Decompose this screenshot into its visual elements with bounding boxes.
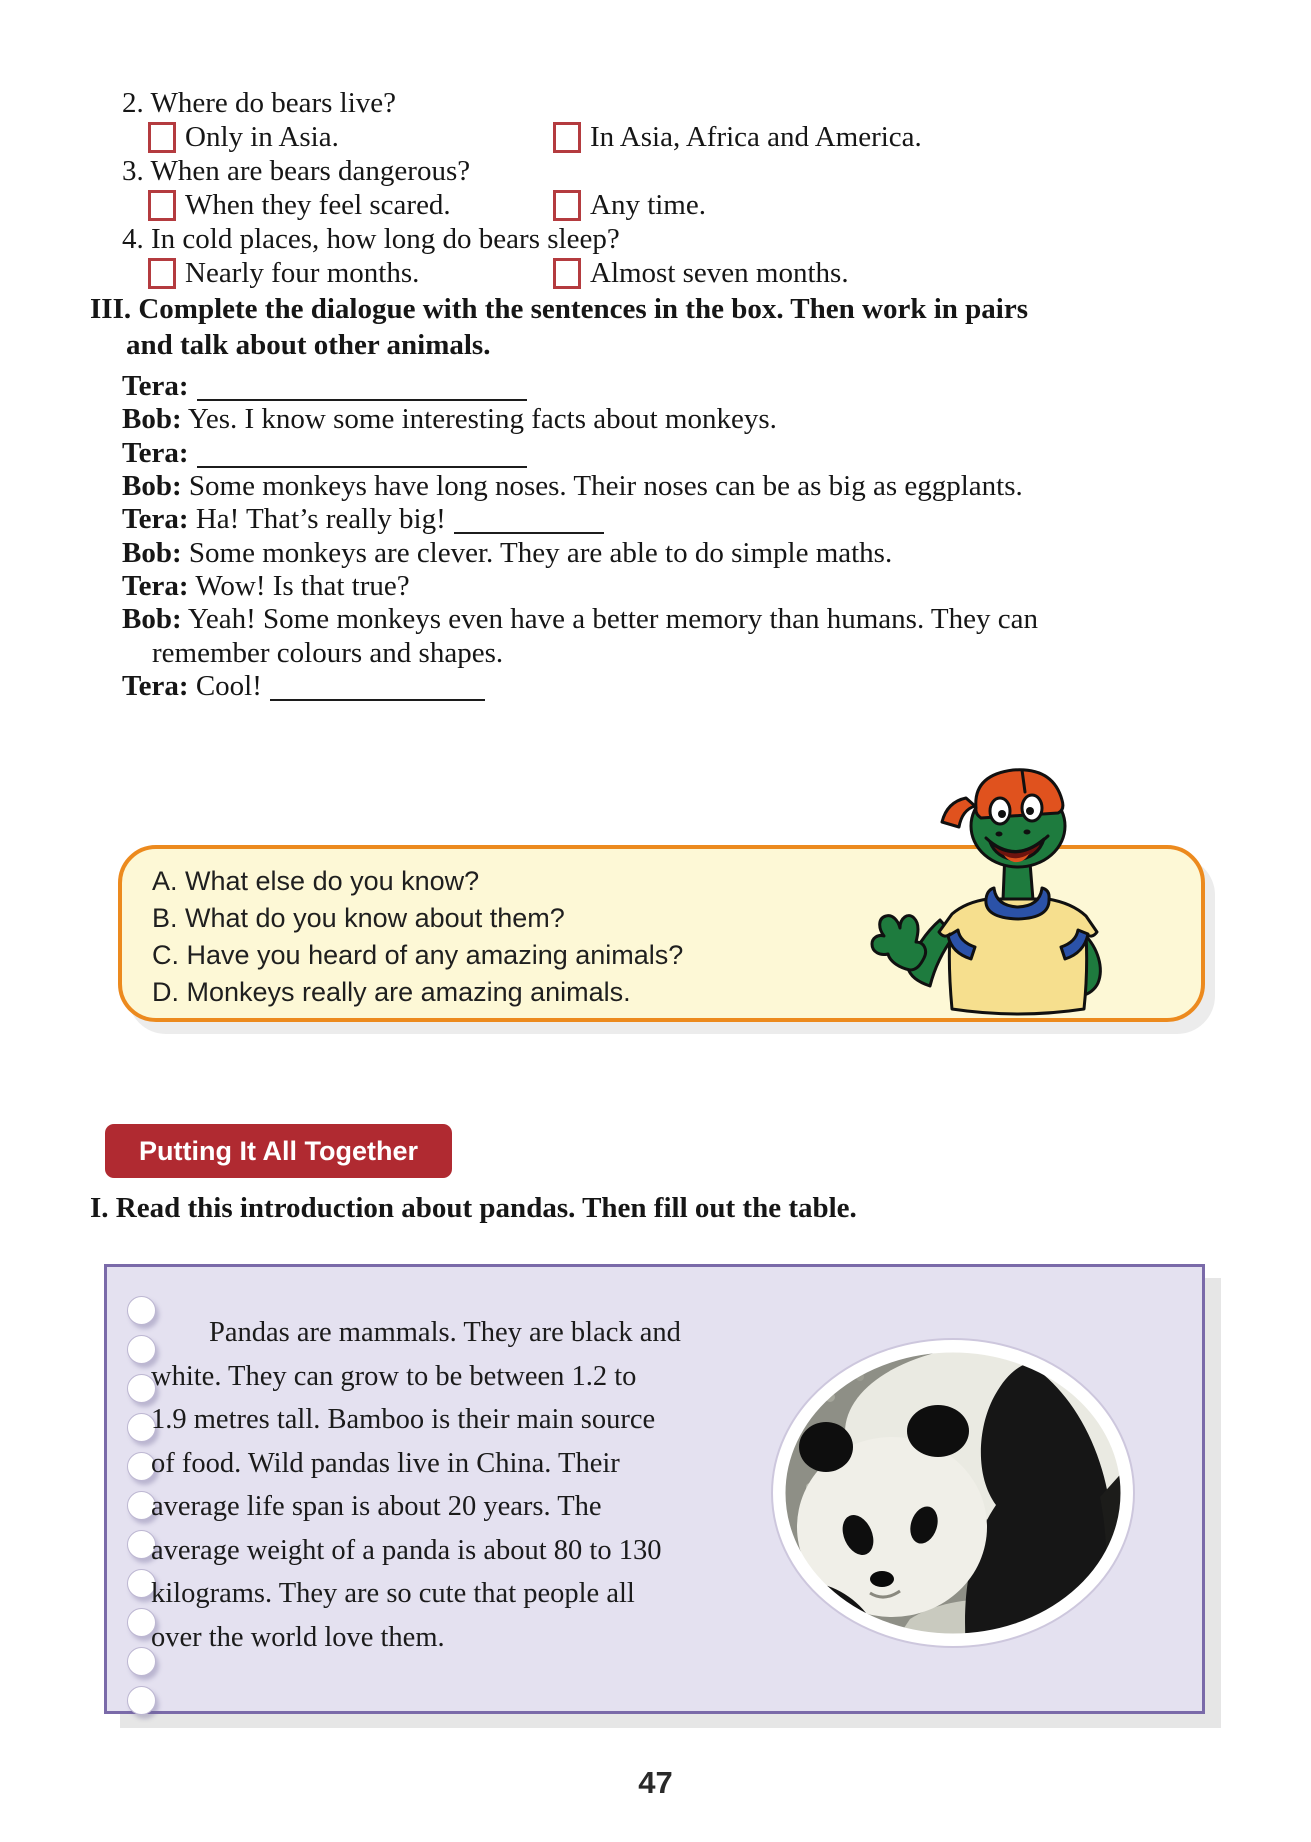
sentence-option-c: C. Have you heard of any amazing animals? (152, 940, 684, 970)
dialogue-row (122, 603, 1038, 636)
answer-option (148, 120, 339, 154)
banner-label: Putting It All Together (139, 1135, 418, 1166)
dialogue-text: Yes. I know some interesting facts about monkeys. (187, 403, 777, 435)
passage-line: white. They can grow to be between 1.2 to (151, 1360, 637, 1392)
speaker-label: Bob: (122, 537, 182, 569)
putting-it-all-together-banner (105, 1124, 452, 1178)
dialogue-row (122, 570, 410, 603)
passage-line: 1.9 metres tall. Bamboo is their main source (151, 1404, 656, 1435)
dialogue-row (122, 403, 777, 436)
dialogue-text: Cool! (195, 670, 262, 702)
dialogue-row-continuation (152, 637, 503, 670)
answer-label: In Asia, Africa and America. (590, 120, 922, 153)
answer-label: Only in Asia. (185, 120, 339, 153)
dialogue-text: remember colours and shapes. (152, 637, 504, 669)
answer-checkbox[interactable] (148, 122, 176, 153)
dialogue-row (122, 503, 604, 536)
sentence-option-d: D. Monkeys really are amazing animals. (152, 977, 631, 1007)
answer-checkbox[interactable] (148, 190, 176, 221)
speaker-label: Bob: (122, 470, 182, 502)
answer-label: When they feel scared. (185, 188, 451, 221)
question-2: 2. Where do bears live? (122, 87, 397, 119)
answer-option (148, 256, 419, 290)
dialogue-blank[interactable] (197, 442, 527, 468)
speaker-label: Tera: (122, 370, 189, 402)
section-i-heading: I. Read this introduction about pandas. Then fill out the table. (90, 1192, 857, 1224)
dialogue-blank[interactable] (270, 675, 485, 701)
speaker-label: Tera: (122, 503, 189, 535)
answer-label: Nearly four months. (185, 256, 420, 289)
answer-label: Any time. (590, 188, 706, 221)
binding-hole (127, 1686, 156, 1715)
speaker-label: Tera: (122, 437, 189, 469)
dialogue-row (122, 670, 485, 703)
answer-option (553, 256, 849, 290)
answer-label: Almost seven months. (590, 256, 849, 289)
sentence-option-b: B. What do you know about them? (152, 903, 565, 933)
section-iii-heading-line2: and talk about other animals. (126, 329, 491, 361)
sentence-option-a: A. What else do you know? (152, 866, 480, 896)
question-3: 3. When are bears dangerous? (122, 155, 471, 187)
dialogue-text: Yeah! Some monkeys even have a better memory than humans. They can (187, 603, 1039, 635)
passage-line: over the world love them. (151, 1621, 445, 1653)
dialogue-row (122, 370, 527, 403)
passage-line: Pandas are mammals. They are black and (209, 1317, 681, 1348)
question-4: 4. In cold places, how long do bears sleep? (122, 223, 620, 255)
speaker-label: Bob: (122, 603, 182, 635)
section-iii-heading-line1: III. Complete the dialogue with the sentences in the box. Then work in pairs (90, 293, 1028, 325)
dialogue-blank[interactable] (197, 375, 527, 401)
dialogue-blank[interactable] (454, 508, 604, 534)
dialogue-text: Some monkeys have long noses. Their noses can be as big as eggplants. (188, 470, 1023, 502)
speaker-label: Tera: (122, 570, 189, 602)
answer-option (553, 188, 706, 222)
dialogue-row (122, 437, 527, 470)
dialogue-row (122, 537, 892, 570)
dialogue-text: Wow! Is that true? (195, 570, 410, 602)
answer-checkbox[interactable] (553, 190, 581, 221)
panda-photo (770, 1337, 1136, 1649)
answer-option (553, 120, 922, 154)
speaker-label: Bob: (122, 403, 182, 435)
answer-checkbox[interactable] (148, 258, 176, 289)
answer-checkbox[interactable] (553, 258, 581, 289)
dialogue-text: Some monkeys are clever. They are able to do simple maths. (188, 537, 893, 569)
page-number: 47 (638, 1765, 673, 1800)
mascot-dinosaur-illustration (848, 766, 1118, 1018)
answer-checkbox[interactable] (553, 122, 581, 153)
passage-line: average weight of a panda is about 80 to 130 (151, 1534, 662, 1566)
dialogue-text: Ha! That’s really big! (195, 503, 446, 535)
passage-line: kilograms. They are so cute that people all (151, 1578, 635, 1609)
answer-option (148, 188, 451, 222)
passage-line: of food. Wild pandas live in China. Their (151, 1447, 620, 1479)
speaker-label: Tera: (122, 670, 189, 702)
dialogue-row (122, 470, 1023, 503)
passage-line: average life span is about 20 years. The (151, 1491, 602, 1522)
